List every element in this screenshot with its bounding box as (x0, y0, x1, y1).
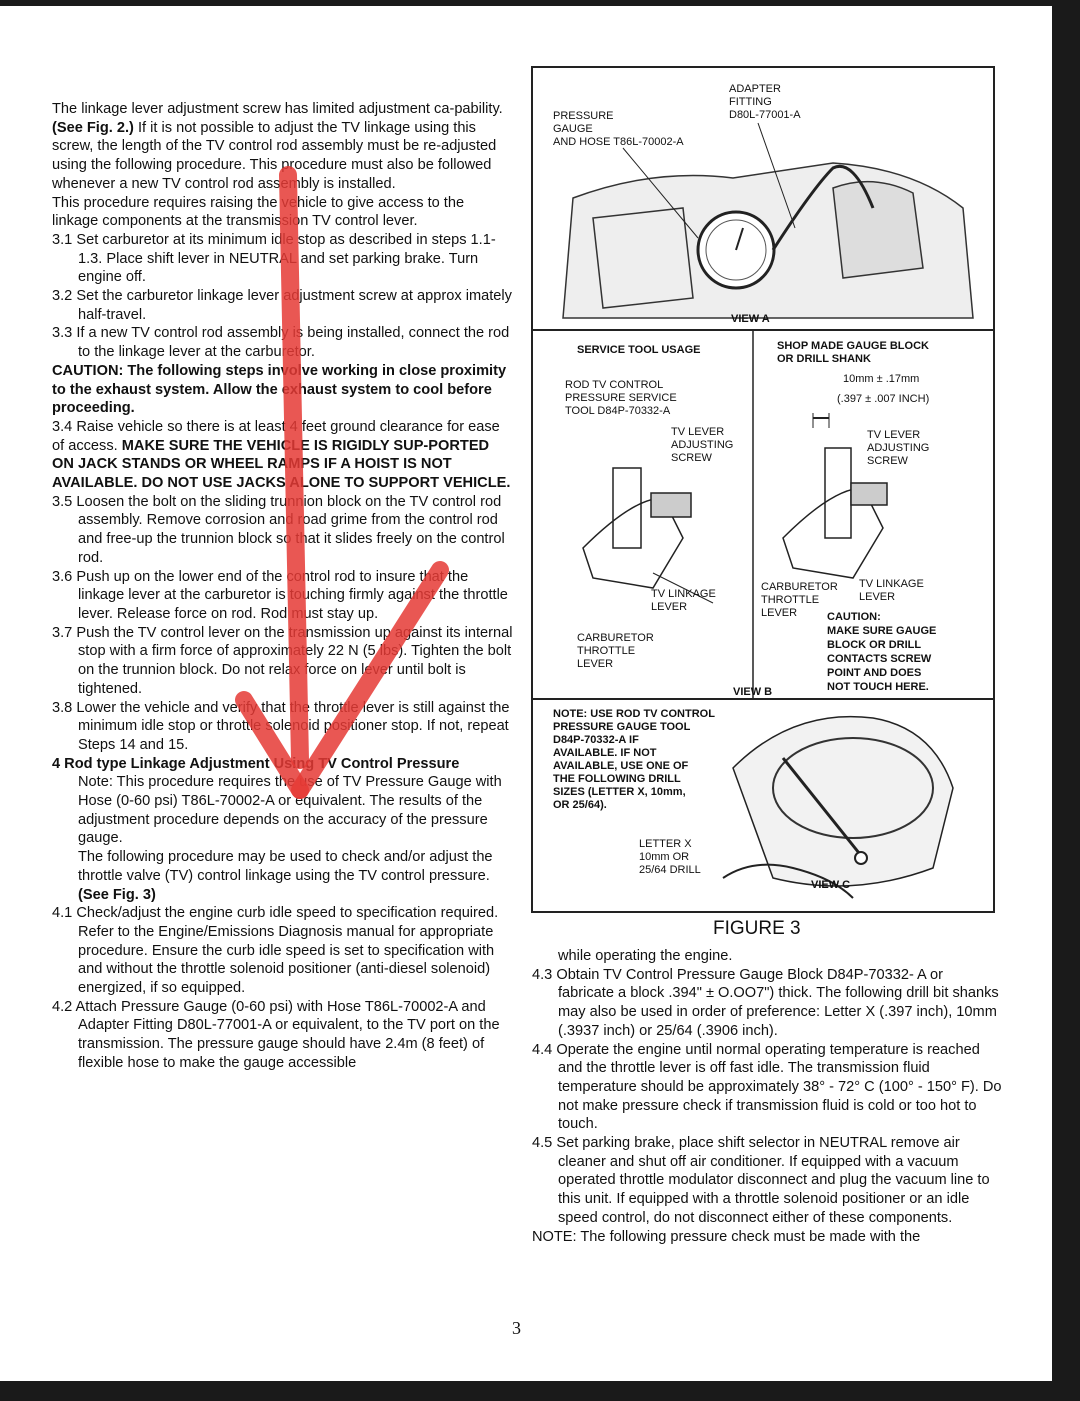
step-3-6: 3.6 Push up on the lower end of the control rod to insure that the linkage lever at the carburetor is touching firmly against the throttle lever. Release force on rod. Rod must stay up. (52, 568, 508, 622)
svg-text:(.397 ± .007 INCH): (.397 ± .007 INCH) (837, 393, 930, 405)
section-4-intro: The following procedure may be used to check and/or adjust the throttle valve (TV) control linkage using the TV control pressure. (See Fig. 3) (78, 849, 493, 903)
svg-text:TV LEVER: TV LEVER (867, 429, 921, 441)
step-4-2: 4.2 Attach Pressure Gauge (0-60 psi) with Hose T86L-70002-A and Adapter Fitting D80L-77001-A or equivalent, to the TV port on the transmission. The pressure gauge should have 2.4m (8 feet) of flexible hose to make the gauge accessible (52, 998, 500, 1071)
svg-text:TV LEVER: TV LEVER (671, 426, 725, 438)
right-column (532, 947, 1002, 1246)
svg-text:GAUGE: GAUGE (553, 123, 593, 135)
svg-text:NOTE: USE ROD TV CONTROL: NOTE: USE ROD TV CONTROL (553, 708, 715, 720)
caution-text: CAUTION: The following steps involve working in close proximity to the exhaust system. Allow the exhaust system to cool before proceeding. (52, 362, 507, 417)
step-4-3: 4.3 Obtain TV Control Pressure Gauge Block D84P-70332- A or fabricate a block .394" ± O.OO7") thick. The following drill bit shanks may also be used in order of preference: Letter X (.397 inch), 10mm (.3937 inch) or 25/64 (.3906 inch). (532, 966, 999, 1039)
svg-text:THROTTLE: THROTTLE (761, 594, 820, 606)
svg-text:SCREW: SCREW (867, 455, 908, 467)
svg-text:AVAILABLE, USE ONE OF: AVAILABLE, USE ONE OF (553, 760, 689, 772)
svg-text:OR 25/64).: OR 25/64). (553, 799, 607, 811)
step-4-5: 4.5 Set parking brake, place shift selector in NEUTRAL remove air cleaner and shut off air conditioner. If equipped with a vacuum operated throttle modulator disconnect and plug the vacuum line to this unit. If equipped with a throttle solenoid positioner or an idle speed control, do not disconnect either of these components. (532, 1135, 990, 1226)
step-4-1: 4.1 Check/adjust the engine curb idle speed to specification required. Refer to the Engine/Emissions Diagnosis manual for appropriate procedure. Ensure the curb idle speed is set to specification with and without the throttle solenoid positioner (anti-diesel solenoid) energized, if so equipped. (52, 905, 499, 997)
svg-text:LEVER: LEVER (761, 607, 798, 619)
note-text: NOTE: The following pressure check must be made with the (532, 1228, 921, 1245)
svg-text:PRESSURE: PRESSURE (553, 110, 614, 122)
svg-text:D80L-77001-A: D80L-77001-A (729, 109, 801, 121)
svg-text:CARBURETOR: CARBURETOR (761, 581, 838, 593)
step-3-4: 3.4 Raise vehicle so there is at least 4 feet ground clearance for ease of access. MAKE SURE THE VEHICLE IS RIGIDLY SUP-PORTED ON JACK STANDS OR WHEEL RAMPS IF A HOIST IS NOT AVAILABLE. DO NOT USE JACKS ALONE TO SUPPORT VEHICLE. (52, 418, 511, 492)
step-3-2: 3.2 Set the carburetor linkage lever adjustment screw at approx imately half-travel. (52, 288, 512, 323)
svg-text:FITTING: FITTING (729, 96, 772, 108)
svg-text:ROD TV CONTROL: ROD TV CONTROL (565, 379, 664, 391)
svg-text:LETTER X: LETTER X (639, 838, 692, 850)
step-3-7: 3.7 Push the TV control lever on the transmission up against its internal stop with a firm force of approximately 22 N (5 lbs). Tighten the bolt on the trunnion block. Do not relax force on lever until bolt is tightened. (52, 624, 513, 697)
svg-text:CAUTION:: CAUTION: (827, 611, 881, 623)
svg-text:PRESSURE SERVICE: PRESSURE SERVICE (565, 392, 677, 404)
paragraph-raising: This procedure requires raising the vehicle to give access to the linkage components at the transmission TV control lever. (52, 194, 465, 230)
step-3-3: 3.3 If a new TV control rod assembly is being installed, connect the rod to the linkage lever at the carburetor. (52, 325, 510, 361)
svg-text:THE FOLLOWING DRILL: THE FOLLOWING DRILL (553, 773, 681, 785)
svg-text:VIEW B: VIEW B (733, 686, 773, 698)
step-4-4: 4.4 Operate the engine until normal operating temperature is reached and the throttle lever is off fast idle. The transmission fluid temperature should be approximately 38° - 72° C (100° - 150° F). Do not make pressure check if transmission fluid is cold or too hot to touch. (532, 1041, 1002, 1133)
step-3-5: 3.5 Loosen the bolt on the sliding trunnion block on the TV control rod assembly. Remove corrosion and road grime from the control rod and free-up the trunnion block so that it slides freely on the control rod. (52, 493, 505, 566)
svg-text:SERVICE TOOL USAGE: SERVICE TOOL USAGE (577, 344, 701, 356)
step-3-1: 3.1 Set carburetor at its minimum idle stop as described in steps 1.1-1.3. Place shift lever in NEUTRAL and set parking brake. Turn engine off. (52, 231, 496, 286)
page-number: 3 (512, 1318, 521, 1338)
figure-caption: FIGURE 3 (713, 918, 801, 939)
svg-text:BLOCK OR DRILL: BLOCK OR DRILL (827, 639, 922, 651)
svg-text:LEVER: LEVER (651, 601, 688, 613)
left-column (52, 100, 514, 1073)
svg-text:D84P-70332-A IF: D84P-70332-A IF (553, 734, 639, 746)
svg-text:THROTTLE: THROTTLE (577, 645, 636, 657)
svg-text:LEVER: LEVER (577, 658, 614, 670)
svg-text:AVAILABLE. IF NOT: AVAILABLE. IF NOT (553, 747, 657, 759)
svg-text:TV LINKAGE: TV LINKAGE (859, 578, 924, 590)
svg-text:ADJUSTING: ADJUSTING (671, 439, 734, 451)
svg-text:MAKE SURE GAUGE: MAKE SURE GAUGE (827, 625, 937, 637)
svg-text:OR DRILL SHANK: OR DRILL SHANK (777, 353, 871, 365)
svg-text:LEVER: LEVER (859, 591, 896, 603)
svg-text:CONTACTS SCREW: CONTACTS SCREW (827, 653, 932, 665)
step-3-8: 3.8 Lower the vehicle and verify that the throttle lever is still against the minimum idle stop or throttle solenoid positioner stop. If not, repeat Steps 14 and 15. (52, 699, 510, 753)
svg-text:10mm ± .17mm: 10mm ± .17mm (843, 373, 920, 385)
svg-text:TV LINKAGE: TV LINKAGE (651, 588, 716, 600)
svg-text:PRESSURE GAUGE TOOL: PRESSURE GAUGE TOOL (553, 721, 691, 733)
svg-text:TOOL D84P-70332-A: TOOL D84P-70332-A (565, 405, 671, 417)
svg-text:10mm OR: 10mm OR (639, 851, 690, 863)
svg-text:VIEW C: VIEW C (811, 879, 851, 891)
figure-3-diagram (531, 66, 995, 913)
svg-text:POINT AND DOES: POINT AND DOES (827, 667, 922, 679)
svg-text:ADJUSTING: ADJUSTING (867, 442, 930, 454)
svg-text:VIEW A: VIEW A (731, 313, 770, 325)
paragraph-intro: The linkage lever adjustment screw has limited adjustment ca-pability. (See Fig. 2.) If it is not possible to adjust the TV linkage using this screw, the length of the TV control rod assembly must be re-adjusted using the following procedure. This procedure must also be followed whenever a new TV control rod assembly is installed. (52, 101, 503, 192)
section-4-note: Note: This procedure requires the use of TV Pressure Gauge with Hose (0-60 psi) T86L-70002-A or equivalent. The results of the adjustment procedure depends on the accuracy of the pressure gauge. (78, 774, 502, 847)
section-4-heading: 4 Rod type Linkage Adjustment Using TV Control Pressure (52, 755, 460, 772)
continuation-text: while operating the engine. (558, 948, 733, 964)
figure-3-illustration (533, 68, 993, 911)
svg-text:ADAPTER: ADAPTER (729, 83, 781, 95)
svg-text:SHOP MADE GAUGE BLOCK: SHOP MADE GAUGE BLOCK (777, 340, 929, 352)
svg-text:NOT TOUCH HERE.: NOT TOUCH HERE. (827, 681, 929, 693)
svg-text:SCREW: SCREW (671, 452, 712, 464)
svg-text:CARBURETOR: CARBURETOR (577, 632, 654, 644)
svg-text:AND HOSE T86L-70002-A: AND HOSE T86L-70002-A (553, 136, 684, 148)
svg-text:SIZES (LETTER X, 10mm,: SIZES (LETTER X, 10mm, (553, 786, 686, 798)
svg-text:25/64 DRILL: 25/64 DRILL (639, 864, 701, 876)
